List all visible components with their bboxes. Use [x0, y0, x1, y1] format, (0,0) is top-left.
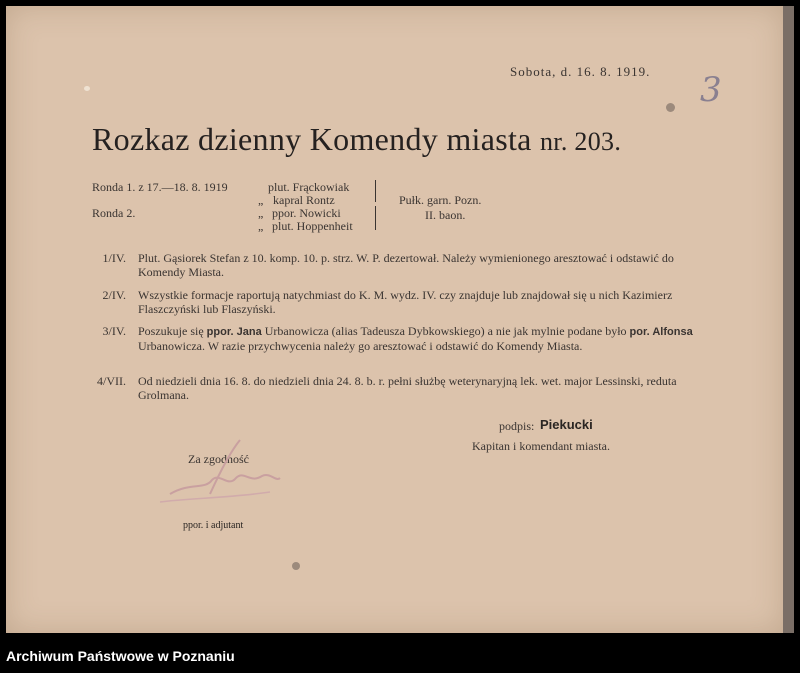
signature-label: podpis: — [499, 419, 535, 433]
round-1-line-1: plut. Frąckowiak — [268, 180, 350, 194]
signature-name: Piekucki — [540, 417, 593, 432]
adjutant-label: ppor. i adjutant — [183, 520, 244, 531]
round-2-line-2: plut. Hoppenheit — [272, 219, 353, 233]
order-text: Wszystkie formacje raportują natychmiast do K. M. wydz. IV. czy znajduje lub znajdował się u nich Kazimierz Flaszczyński lub Flaszyński. — [138, 288, 673, 316]
unit-line-1: Pułk. garn. Pozn. — [399, 193, 482, 207]
order-text: Poszukuje się ppor. Jana Urbanowicza (alias Tadeusza Dybkowskiego) a nie jak mylnie podane było por. Alfonsa Urbanowicza. W razie przychwycenia należy go aresztować i odstawić do Komendy Miasta. — [138, 324, 693, 353]
page-title — [92, 121, 621, 158]
archive-footer — [0, 640, 800, 673]
unit-line-2: II. baon. — [425, 208, 466, 222]
round-2-quote: „ — [258, 206, 264, 220]
order-item — [92, 251, 702, 281]
round-1-quote: „ — [258, 193, 264, 207]
signature-title: Kapitan i komendant miasta. — [472, 439, 610, 453]
pencil-page-number: 3 — [700, 70, 722, 110]
round-2-label: Ronda 2. — [92, 206, 136, 220]
order-item — [92, 374, 702, 404]
handwritten-signature — [150, 432, 290, 512]
paper-spot — [292, 562, 300, 570]
brace-line — [375, 180, 376, 202]
round-1-label: Ronda 1. z 17.—18. 8. 1919 — [92, 180, 228, 194]
title-number: nr. 203. — [540, 127, 622, 156]
order-item — [92, 324, 702, 368]
paper-spot — [666, 103, 675, 112]
order-text: Od niedzieli dnia 16. 8. do niedzieli dnia 24. 8. b. r. pełni służbę weterynaryjną lek. wet. major Lessinski, reduta Grolmana. — [138, 374, 677, 402]
order-number: 1/IV. — [102, 251, 126, 265]
round-2-line-1: ppor. Nowicki — [272, 206, 341, 220]
order-number: 4/VII. — [97, 374, 126, 388]
conformity-note: Za zgodność — [188, 452, 249, 466]
order-number: 3/IV. — [102, 324, 126, 338]
round-1-line-2: kapral Rontz — [273, 193, 335, 207]
archive-name: Archiwum Państwowe w Poznaniu — [6, 648, 235, 664]
order-number: 2/IV. — [102, 288, 126, 302]
title-main: Rozkaz dzienny Komendy miasta — [92, 121, 532, 157]
brace-line — [375, 206, 376, 230]
paper-spot — [84, 86, 90, 91]
document-page — [6, 6, 783, 633]
order-item — [92, 288, 702, 318]
order-text: Plut. Gąsiorek Stefan z 10. komp. 10. p. strz. W. P. dezertował. Należy wymienionego aresztować i odstawić do Komendy Miasta. — [138, 251, 674, 279]
document-date: Sobota, d. 16. 8. 1919. — [510, 64, 651, 79]
round-2-quote: „ — [258, 219, 264, 233]
scan-edge — [783, 6, 794, 633]
